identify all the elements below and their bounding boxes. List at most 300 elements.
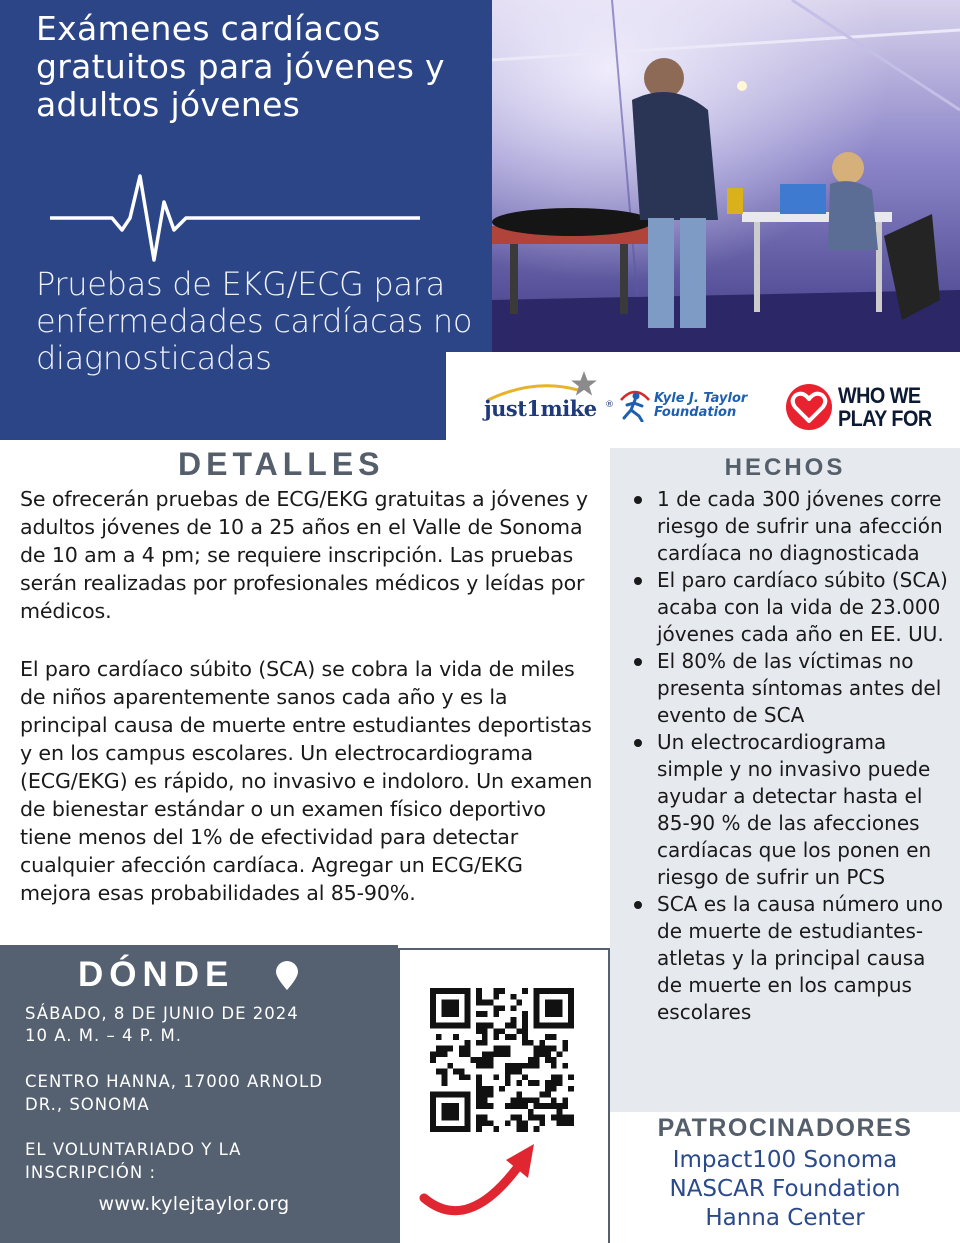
qr-module	[551, 1103, 557, 1109]
screening-photo	[492, 0, 960, 352]
qr-module	[534, 1023, 540, 1029]
sponsor-item: Hanna Center	[705, 1205, 865, 1231]
qr-module	[447, 988, 453, 994]
qr-module	[476, 1074, 482, 1080]
qr-module	[551, 1115, 557, 1121]
kyle-taylor-foundation-logo	[618, 386, 778, 426]
qr-module	[476, 994, 482, 1000]
qr-module	[476, 1057, 482, 1063]
qr-module	[562, 1023, 568, 1029]
qr-module	[505, 1034, 511, 1040]
qr-module	[557, 1051, 563, 1057]
qr-module	[516, 1063, 522, 1069]
qr-module	[482, 1057, 488, 1063]
qr-module	[522, 1103, 528, 1109]
qr-module	[465, 1126, 471, 1132]
qr-module	[551, 1097, 557, 1103]
hechos-list	[632, 486, 954, 1026]
qr-module	[465, 1017, 471, 1023]
qr-module	[482, 1034, 488, 1040]
qr-module	[562, 1120, 568, 1126]
qr-module	[430, 1051, 436, 1057]
qr-module	[430, 994, 436, 1000]
qr-module	[465, 1040, 471, 1046]
qr-module	[562, 1115, 568, 1121]
qr-module	[557, 1115, 563, 1121]
kyle-logo-line1: Kyle J. Taylor	[654, 391, 748, 406]
qr-module	[568, 1005, 574, 1011]
qr-module	[453, 1023, 459, 1029]
qr-module	[465, 1097, 471, 1103]
qr-module	[516, 1069, 522, 1075]
qr-module	[430, 1092, 436, 1098]
qr-module	[476, 1092, 482, 1098]
qr-module	[476, 1080, 482, 1086]
qr-module	[482, 1092, 488, 1098]
qr-module	[476, 1011, 482, 1017]
qr-module	[447, 1103, 453, 1109]
qr-module	[482, 1000, 488, 1006]
qr-module	[430, 1097, 436, 1103]
qr-module	[459, 1051, 465, 1057]
qr-module	[499, 988, 505, 994]
fact-text: El 80% de las víctimas no presenta síntomas antes del evento de SCA	[657, 649, 942, 727]
qr-module	[557, 988, 563, 994]
qr-module	[551, 1086, 557, 1092]
qr-module	[545, 1092, 551, 1098]
qr-module	[482, 1097, 488, 1103]
qr-module	[528, 1057, 534, 1063]
kyle-logo-line2: Foundation	[654, 405, 737, 420]
qr-module	[551, 988, 557, 994]
event-address: CENTRO HANNA, 17000 ARNOLD DR., SONOMA	[25, 1072, 323, 1114]
qr-module	[453, 1000, 459, 1006]
qr-module	[557, 1005, 563, 1011]
qr-module	[516, 1103, 522, 1109]
qr-module	[511, 1017, 517, 1023]
qr-module	[539, 1092, 545, 1098]
sponsor-list	[610, 1146, 960, 1233]
detalles-paragraph-1: Se ofrecerán pruebas de ECG/EKG gratuitas a jóvenes y adultos jóvenes de 10 a 25 años en el Valle de Sonoma de 10 am a 4 pm; se requiere inscripción. Las pruebas serán realizadas por profesionales médicos y leídas por médicos.	[20, 487, 588, 623]
qr-box	[398, 948, 610, 1243]
qr-module	[459, 1074, 465, 1080]
qr-module	[545, 1080, 551, 1086]
qr-module	[442, 1103, 448, 1109]
qr-module	[511, 1034, 517, 1040]
qr-module	[528, 1115, 534, 1121]
qr-module	[465, 994, 471, 1000]
who-we-play-for-logo	[784, 380, 960, 434]
qr-module	[551, 1011, 557, 1017]
qr-module	[511, 1023, 517, 1029]
qr-module	[465, 1103, 471, 1109]
qr-module	[493, 1034, 499, 1040]
qr-module	[534, 1097, 540, 1103]
qr-module	[568, 1074, 574, 1080]
qr-module	[568, 1120, 574, 1126]
qr-module	[557, 1103, 563, 1109]
qr-module	[436, 1023, 442, 1029]
qr-module	[568, 1000, 574, 1006]
qr-module	[442, 1000, 448, 1006]
patrocinadores-heading: PATROCINADORES	[657, 1114, 913, 1142]
qr-module	[545, 1023, 551, 1029]
qr-module	[551, 1023, 557, 1029]
qr-module	[482, 1023, 488, 1029]
qr-module	[476, 1103, 482, 1109]
qr-module	[493, 1126, 499, 1132]
qr-module	[499, 1086, 505, 1092]
qr-module	[436, 1069, 442, 1075]
qr-module	[482, 1040, 488, 1046]
qr-module	[522, 1023, 528, 1029]
qr-module	[557, 1011, 563, 1017]
qr-module	[442, 1011, 448, 1017]
qr-module	[534, 1103, 540, 1109]
qr-module	[453, 1126, 459, 1132]
qr-module	[482, 1115, 488, 1121]
qr-module	[562, 1103, 568, 1109]
qr-module	[562, 1097, 568, 1103]
qr-module	[511, 1005, 517, 1011]
qr-module	[488, 1000, 494, 1006]
subtitle: Pruebas de EKG/ECG para enfermedades cardíacas no diagnosticadas	[36, 265, 473, 377]
qr-module	[430, 1120, 436, 1126]
qr-module	[551, 1057, 557, 1063]
qr-module	[482, 1120, 488, 1126]
qr-module	[493, 1005, 499, 1011]
qr-module	[539, 1046, 545, 1052]
qr-module	[442, 1092, 448, 1098]
qr-module	[545, 1011, 551, 1017]
runner-icon	[618, 386, 652, 422]
qr-module	[493, 1046, 499, 1052]
qr-module	[493, 988, 499, 994]
fact-text: 1 de cada 300 jóvenes corre riesgo de sufrir una afección cardíaca no diagnosticada	[657, 487, 943, 565]
qr-module	[465, 1051, 471, 1057]
website-link[interactable]: www.kylejtaylor.org	[98, 1193, 290, 1215]
fact-text: Un electrocardiograma simple y no invasivo puede ayudar a detectar hasta el 85-90 % de las afecciones cardíacas que los ponen en riesgo de sufrir un PCS	[657, 730, 932, 889]
qr-module	[534, 1115, 540, 1121]
title-panel	[0, 0, 492, 440]
qr-module	[528, 1097, 534, 1103]
qr-module	[568, 1011, 574, 1017]
sponsor-item: Impact100 Sonoma	[672, 1147, 898, 1173]
qr-module	[488, 1051, 494, 1057]
qr-module	[534, 994, 540, 1000]
qr-module	[430, 1000, 436, 1006]
qr-module	[447, 1005, 453, 1011]
qr-module	[430, 1126, 436, 1132]
qr-module	[545, 1000, 551, 1006]
qr-module	[511, 1103, 517, 1109]
qr-module	[522, 988, 528, 994]
qr-module	[447, 1092, 453, 1098]
qr-module	[516, 1126, 522, 1132]
qr-module	[459, 1023, 465, 1029]
qr-module	[505, 1063, 511, 1069]
qr-module	[488, 1086, 494, 1092]
qr-module	[551, 1046, 557, 1052]
qr-module	[557, 1109, 563, 1115]
qr-module	[493, 1074, 499, 1080]
qr-module	[528, 1040, 534, 1046]
qr-module	[430, 1011, 436, 1017]
qr-module	[436, 988, 442, 994]
qr-module	[459, 988, 465, 994]
qr-module	[516, 1097, 522, 1103]
qr-module	[545, 988, 551, 994]
qr-module	[476, 1028, 482, 1034]
qr-module	[522, 1120, 528, 1126]
qr-module	[545, 1034, 551, 1040]
hechos-panel	[610, 448, 960, 1112]
qr-module	[522, 1063, 528, 1069]
qr-module	[505, 1074, 511, 1080]
qr-module	[436, 1126, 442, 1132]
qr-module	[568, 1115, 574, 1121]
qr-module	[476, 1115, 482, 1121]
qr-module	[442, 1115, 448, 1121]
qr-module	[459, 1092, 465, 1098]
qr-module	[465, 1011, 471, 1017]
qr-module	[430, 1005, 436, 1011]
qr-module	[430, 1017, 436, 1023]
qr-module	[499, 1051, 505, 1057]
qr-module	[528, 1080, 534, 1086]
qr-module	[488, 1103, 494, 1109]
donde-heading: DÓNDE	[78, 955, 235, 994]
qr-module	[488, 1063, 494, 1069]
qr-module	[522, 1017, 528, 1023]
qr-module	[430, 1023, 436, 1029]
qr-module	[447, 1046, 453, 1052]
qr-module	[488, 1092, 494, 1098]
qr-module	[430, 1057, 436, 1063]
qr-module	[453, 1005, 459, 1011]
qr-module	[522, 1011, 528, 1017]
qr-module	[516, 1000, 522, 1006]
qr-module	[442, 1046, 448, 1052]
qr-module	[516, 1080, 522, 1086]
qr-module	[447, 1063, 453, 1069]
qr-module	[430, 1109, 436, 1115]
qr-module	[453, 1092, 459, 1098]
fact-item	[632, 648, 954, 729]
qr-module	[557, 1000, 563, 1006]
qr-module	[430, 1103, 436, 1109]
qr-module	[476, 1040, 482, 1046]
screening-tent-illustration	[492, 0, 960, 352]
qr-module	[551, 1005, 557, 1011]
qr-module	[465, 1115, 471, 1121]
qr-module	[511, 1069, 517, 1075]
qr-module	[539, 1115, 545, 1121]
qr-module	[545, 1005, 551, 1011]
qr-module	[545, 1103, 551, 1109]
qr-module	[534, 1057, 540, 1063]
qr-module	[488, 1057, 494, 1063]
qr-module	[511, 994, 517, 1000]
qr-module	[522, 1126, 528, 1132]
qr-module	[505, 1103, 511, 1109]
just1mike-wordmark: just1mike	[484, 396, 597, 421]
qr-module	[442, 1126, 448, 1132]
qr-module	[534, 1080, 540, 1086]
qr-module	[551, 1063, 557, 1069]
qr-module	[465, 1092, 471, 1098]
detalles-paragraph-2: El paro cardíaco súbito (SCA) se cobra la vida de miles de niños aparentemente sanos cada año y es la principal causa de muerte entre estudiantes deportistas y en los campus escolares. Un electrocardiograma (ECG/EKG) es rápido, no invasivo e indoloro. Un examen de bienestar estándar o un examen físico deportivo tiene menos del 1% de efectividad para detectar cualquier afección cardíaca. Agregar un ECG/EKG mejora esas probabilidades al 85-90%.	[20, 657, 593, 905]
qr-module	[447, 1115, 453, 1121]
qr-module	[545, 1046, 551, 1052]
qr-module	[539, 1051, 545, 1057]
qr-module	[499, 1028, 505, 1034]
qr-module	[453, 1011, 459, 1017]
map-pin-icon	[274, 961, 300, 991]
qr-module	[568, 1023, 574, 1029]
qr-module	[505, 1046, 511, 1052]
qr-module	[482, 1051, 488, 1057]
qr-module	[453, 1069, 459, 1075]
qr-module	[442, 1023, 448, 1029]
qr-module	[465, 1074, 471, 1080]
qr-module	[476, 1097, 482, 1103]
heartbeat-line-icon	[50, 172, 420, 262]
qr-module	[465, 1046, 471, 1052]
qr-module	[568, 1017, 574, 1023]
just1mike-logo	[484, 370, 614, 426]
sponsor-logo-bar	[446, 352, 960, 440]
qr-module	[522, 1040, 528, 1046]
bullet-icon	[634, 577, 642, 585]
qr-module	[522, 1034, 528, 1040]
qr-module	[534, 1017, 540, 1023]
qr-module	[551, 1034, 557, 1040]
qr-module	[459, 1126, 465, 1132]
bullet-icon	[634, 739, 642, 747]
qr-module	[534, 1000, 540, 1006]
qr-module	[482, 1103, 488, 1109]
qr-module	[488, 1120, 494, 1126]
qr-module	[459, 1069, 465, 1075]
qr-module	[442, 1069, 448, 1075]
qr-module	[551, 1000, 557, 1006]
qr-module	[482, 1063, 488, 1069]
qr-module	[476, 1120, 482, 1126]
qr-module	[551, 1080, 557, 1086]
qr-module	[516, 1092, 522, 1098]
qr-module	[568, 994, 574, 1000]
qr-module	[505, 1051, 511, 1057]
qr-module	[430, 1115, 436, 1121]
curved-arrow-icon	[418, 1140, 538, 1240]
qr-module	[476, 988, 482, 994]
qr-module	[453, 1034, 459, 1040]
fact-text: El paro cardíaco súbito (SCA) acaba con la vida de 23.000 jóvenes cada año en EE. UU.	[657, 568, 948, 646]
qr-module	[476, 1126, 482, 1132]
qr-module	[493, 994, 499, 1000]
qr-module	[534, 988, 540, 994]
qr-module	[442, 988, 448, 994]
qr-module	[505, 1023, 511, 1029]
qr-module	[511, 1115, 517, 1121]
bullet-icon	[634, 658, 642, 666]
qr-module	[511, 1097, 517, 1103]
qr-module	[430, 988, 436, 994]
qr-module	[442, 1109, 448, 1115]
qr-module	[493, 1051, 499, 1057]
qr-module	[442, 1080, 448, 1086]
qr-module	[442, 1005, 448, 1011]
qr-module	[465, 1120, 471, 1126]
qr-module	[493, 1028, 499, 1034]
qr-module	[442, 1074, 448, 1080]
qr-module	[447, 1126, 453, 1132]
qr-module	[534, 1011, 540, 1017]
qr-module	[476, 1086, 482, 1092]
donde-panel	[0, 945, 398, 1243]
wwpf-line2: PLAY FOR	[838, 406, 932, 431]
qr-module	[453, 988, 459, 994]
heart-icon	[784, 383, 834, 431]
qr-module	[522, 1028, 528, 1034]
qr-module	[436, 1051, 442, 1057]
qr-module	[453, 1115, 459, 1121]
qr-module	[534, 1046, 540, 1052]
qr-module	[522, 1097, 528, 1103]
qr-module	[447, 1000, 453, 1006]
qr-module	[562, 1046, 568, 1052]
qr-module	[465, 1000, 471, 1006]
qr-module	[528, 1063, 534, 1069]
qr-module	[522, 1074, 528, 1080]
qr-module	[551, 1074, 557, 1080]
qr-code[interactable]	[430, 988, 574, 1132]
qr-module	[568, 1086, 574, 1092]
qr-module	[534, 1051, 540, 1057]
qr-module	[465, 988, 471, 994]
qr-module	[499, 1046, 505, 1052]
qr-module	[545, 1057, 551, 1063]
fact-item	[632, 729, 954, 891]
qr-module	[453, 1109, 459, 1115]
qr-module	[534, 1126, 540, 1132]
bullet-icon	[634, 496, 642, 504]
qr-module	[482, 1011, 488, 1017]
qr-module	[470, 1057, 476, 1063]
qr-module	[511, 1063, 517, 1069]
hechos-heading: HECHOS	[724, 454, 846, 481]
qr-module	[562, 988, 568, 994]
event-date: SÁBADO, 8 DE JUNIO DE 2024	[25, 1004, 299, 1023]
sponsor-item: NASCAR Foundation	[669, 1176, 901, 1202]
qr-module	[476, 1023, 482, 1029]
qr-module	[539, 1023, 545, 1029]
wwpf-line1: WHO WE	[838, 383, 921, 408]
qr-module	[539, 1120, 545, 1126]
qr-module	[562, 1040, 568, 1046]
qr-module	[459, 1046, 465, 1052]
qr-module	[482, 1086, 488, 1092]
qr-module	[557, 1023, 563, 1029]
fact-text: SCA es la causa número uno de muerte de estudiantes-atletas y la principal causa de muerte en los campus escolares	[657, 892, 944, 1024]
qr-module	[476, 1000, 482, 1006]
qr-module	[516, 1115, 522, 1121]
qr-module	[534, 1063, 540, 1069]
qr-module	[436, 1034, 442, 1040]
qr-module	[562, 1063, 568, 1069]
qr-module	[557, 1120, 563, 1126]
